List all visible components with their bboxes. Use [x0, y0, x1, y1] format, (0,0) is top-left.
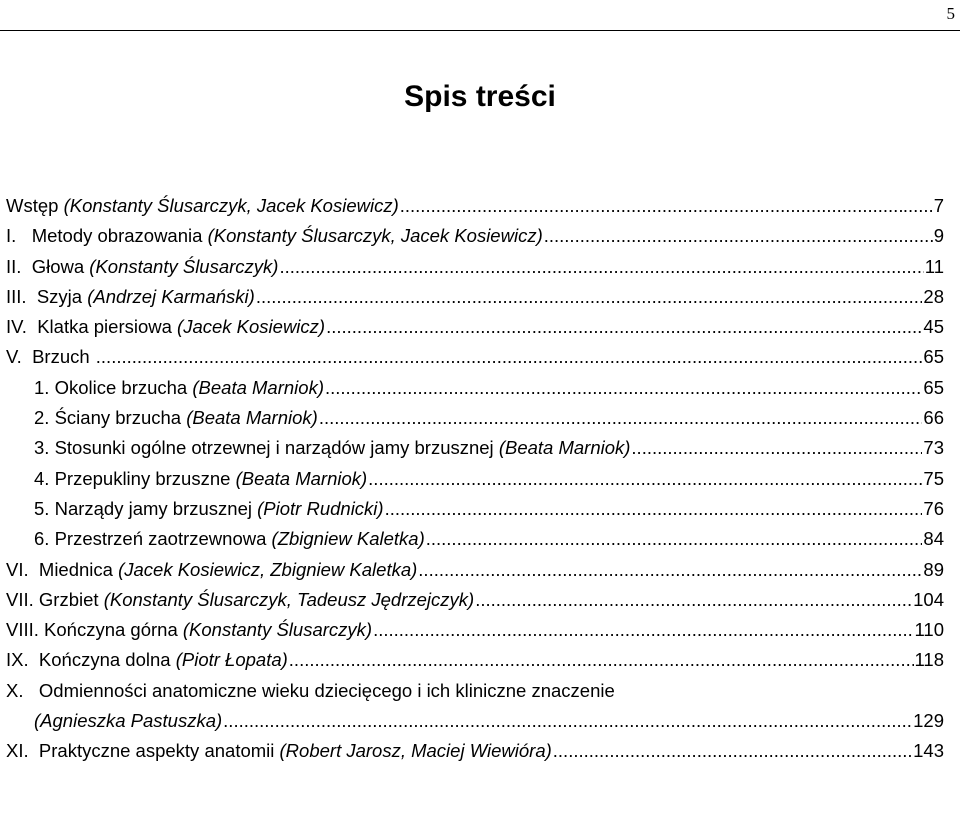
toc-entry-title: Szyja — [36, 285, 88, 307]
toc-entry-label — [6, 559, 417, 581]
toc-entry-page: 118 — [914, 649, 944, 671]
toc-entry — [6, 286, 944, 316]
toc-entry-author: (Konstanty Ślusarczyk, Jacek Kosiewicz) — [207, 225, 543, 247]
toc-entry-author: (Piotr Rudnicki) — [257, 497, 384, 519]
toc-leader-dots — [553, 740, 912, 762]
toc-entry-number: 4. — [34, 467, 55, 489]
toc-entry-title: Stosunki ogólne otrzewnej i narządów jamy brzusznej — [54, 437, 499, 459]
toc-entry-author: (Jacek Kosiewicz, Zbigniew Kaletka) — [118, 558, 418, 580]
toc-entry-label — [6, 256, 278, 278]
toc-entry-title: Grzbiet — [38, 588, 104, 610]
toc-entry-page: 89 — [923, 558, 944, 580]
toc-entry-number: 2. — [34, 407, 55, 429]
toc-entry-title: Kończyna dolna — [38, 649, 176, 671]
toc-entry — [6, 437, 944, 467]
page-number: 5 — [946, 4, 955, 23]
toc-entry-label — [34, 528, 425, 550]
toc-leader-dots — [400, 195, 902, 217]
toc-entry-label — [6, 286, 255, 308]
toc-entry-title: Narządy jamy brzusznej — [54, 497, 258, 519]
toc-leader-dots — [325, 377, 922, 399]
toc-entry — [6, 407, 944, 437]
toc-entry-author: (Piotr Łopata) — [175, 649, 288, 671]
toc-entry — [6, 589, 944, 619]
toc-entry-label — [34, 437, 630, 459]
toc-entry-number: II. — [6, 255, 32, 277]
toc-entry — [6, 256, 944, 286]
toc-entry-page: 110 — [914, 619, 944, 641]
toc-entry-label — [6, 740, 552, 762]
toc-entry-number: VII. — [6, 588, 39, 610]
toc-entry-number: III. — [6, 285, 37, 307]
toc-entry — [6, 710, 944, 740]
toc-entry-page: 65 — [923, 346, 944, 368]
toc-entry-page: 45 — [923, 316, 944, 338]
toc-entry-page: ......7 — [902, 195, 944, 216]
toc-entry-page: 28 — [923, 285, 944, 307]
toc-entry-label — [34, 407, 318, 429]
toc-entry-title: Przepukliny brzuszne — [54, 467, 236, 489]
toc-entry — [6, 619, 944, 649]
toc-entry-author: (Beata Marniok) — [186, 407, 318, 429]
toc-entry — [6, 468, 944, 498]
toc-entry — [6, 559, 944, 589]
toc-entry-author: (Beata Marniok) — [498, 437, 631, 459]
toc-entry — [6, 498, 944, 528]
toc-leader-dots — [426, 528, 923, 550]
table-of-contents — [6, 195, 944, 771]
toc-leader-dots — [326, 316, 922, 338]
toc-entry-page: 65 — [923, 376, 944, 398]
toc-entry-label — [6, 316, 325, 338]
toc-entry-author: (Konstanty Ślusarczyk) — [89, 255, 279, 277]
toc-entry-number: X. — [6, 679, 39, 701]
toc-entry-page: 84 — [923, 528, 944, 550]
toc-leader-dots — [279, 256, 923, 278]
header-rule — [0, 30, 960, 31]
toc-entry-title: Miednica — [38, 558, 119, 580]
toc-leader-dots — [631, 437, 922, 459]
toc-entry-author: (Andrzej Karmański) — [87, 285, 255, 307]
toc-entry-page: 104 — [913, 588, 944, 610]
toc-entry — [6, 377, 944, 407]
toc-entry-title: Głowa — [31, 255, 90, 277]
toc-entry-author: (Agnieszka Pastuszka) — [34, 710, 223, 732]
toc-entry-label — [34, 377, 324, 399]
toc-entry-author: (Konstanty Ślusarczyk, Jacek Kosiewicz) — [63, 195, 399, 216]
toc-entry — [6, 528, 944, 558]
toc-entry-number: XI. — [6, 740, 39, 762]
toc-entry-label — [34, 710, 222, 732]
toc-entry-page: 73 — [923, 437, 944, 459]
toc-entry-label — [6, 680, 615, 702]
toc-entry-author: (Konstanty Ślusarczyk, Tadeusz Jędrzejczyk) — [103, 588, 475, 610]
toc-leader-dots — [256, 286, 923, 308]
toc-leader-dots — [96, 346, 923, 368]
toc-entry-title: Brzuch — [32, 346, 95, 368]
toc-entry-label — [6, 195, 399, 217]
toc-entry — [6, 649, 944, 679]
toc-entry — [6, 346, 944, 376]
toc-entry-title: Odmienności anatomiczne wieku dziecięcego i ich kliniczne znaczenie — [38, 679, 615, 701]
toc-leader-dots — [418, 559, 922, 581]
toc-entry — [6, 195, 944, 225]
toc-entry-author: (Zbigniew Kaletka) — [271, 528, 425, 550]
toc-entry-number: 3. — [34, 437, 55, 459]
toc-entry-title: Przestrzeń zaotrzewnowa — [54, 528, 272, 550]
toc-entry-label — [34, 498, 384, 520]
toc-entry — [6, 740, 944, 770]
toc-entry-page: 66 — [923, 407, 944, 429]
toc-leader-dots — [368, 468, 922, 490]
toc-entry-label — [6, 589, 474, 611]
toc-entry-label — [6, 225, 543, 247]
toc-entry-label — [6, 619, 372, 641]
toc-entry-title: Klatka piersiowa — [37, 316, 178, 338]
toc-entry-number: IX. — [6, 649, 39, 671]
toc-leader-dots — [223, 710, 912, 732]
toc-entry-title: Praktyczne aspekty anatomii — [38, 740, 280, 762]
toc-entry-title: Kończyna górna — [44, 619, 183, 641]
toc-entry-author: (Jacek Kosiewicz) — [177, 316, 326, 338]
toc-entry-author: (Konstanty Ślusarczyk) — [182, 619, 373, 641]
toc-entry-number: 5. — [34, 497, 55, 519]
toc-entry-title: Okolice brzucha — [54, 376, 193, 398]
toc-entry-title: Ściany brzucha — [54, 407, 187, 429]
toc-leader-dots — [373, 619, 913, 641]
toc-entry-page: 143 — [913, 740, 944, 762]
toc-entry-number: 1. — [34, 376, 55, 398]
toc-entry-number: I. — [6, 225, 32, 247]
toc-entry-author: (Beata Marniok) — [192, 376, 324, 398]
toc-entry-number: VI. — [6, 558, 39, 580]
toc-entry — [6, 316, 944, 346]
toc-entry-label — [34, 468, 367, 490]
toc-leader-dots — [544, 225, 933, 247]
toc-leader-dots — [289, 649, 914, 671]
toc-entry-number: IV. — [6, 316, 38, 338]
toc-entry-page: 129 — [913, 710, 944, 732]
toc-entry-number: 6. — [34, 528, 55, 550]
toc-entry-label — [6, 346, 95, 368]
page-title: Spis treści — [404, 80, 556, 113]
toc-leader-dots — [475, 589, 912, 611]
toc-entry-page: 75 — [923, 467, 944, 489]
toc-entry-author: (Beata Marniok) — [235, 467, 368, 489]
toc-entry-page: 11 — [924, 255, 944, 277]
toc-entry-page: 76 — [923, 497, 944, 519]
toc-entry — [6, 680, 944, 710]
toc-entry-page: 9 — [933, 225, 944, 247]
toc-entry — [6, 225, 944, 255]
toc-entry-title: Metody obrazowania — [31, 225, 208, 247]
toc-entry-author: (Robert Jarosz, Maciej Wiewióra) — [279, 740, 552, 762]
toc-entry-number: V. — [6, 346, 33, 368]
toc-leader-dots — [319, 407, 923, 429]
toc-leader-dots — [385, 498, 923, 520]
toc-entry-number: VIII. — [6, 619, 45, 641]
toc-entry-number: Wstęp — [6, 195, 64, 216]
toc-entry-label — [6, 649, 288, 671]
